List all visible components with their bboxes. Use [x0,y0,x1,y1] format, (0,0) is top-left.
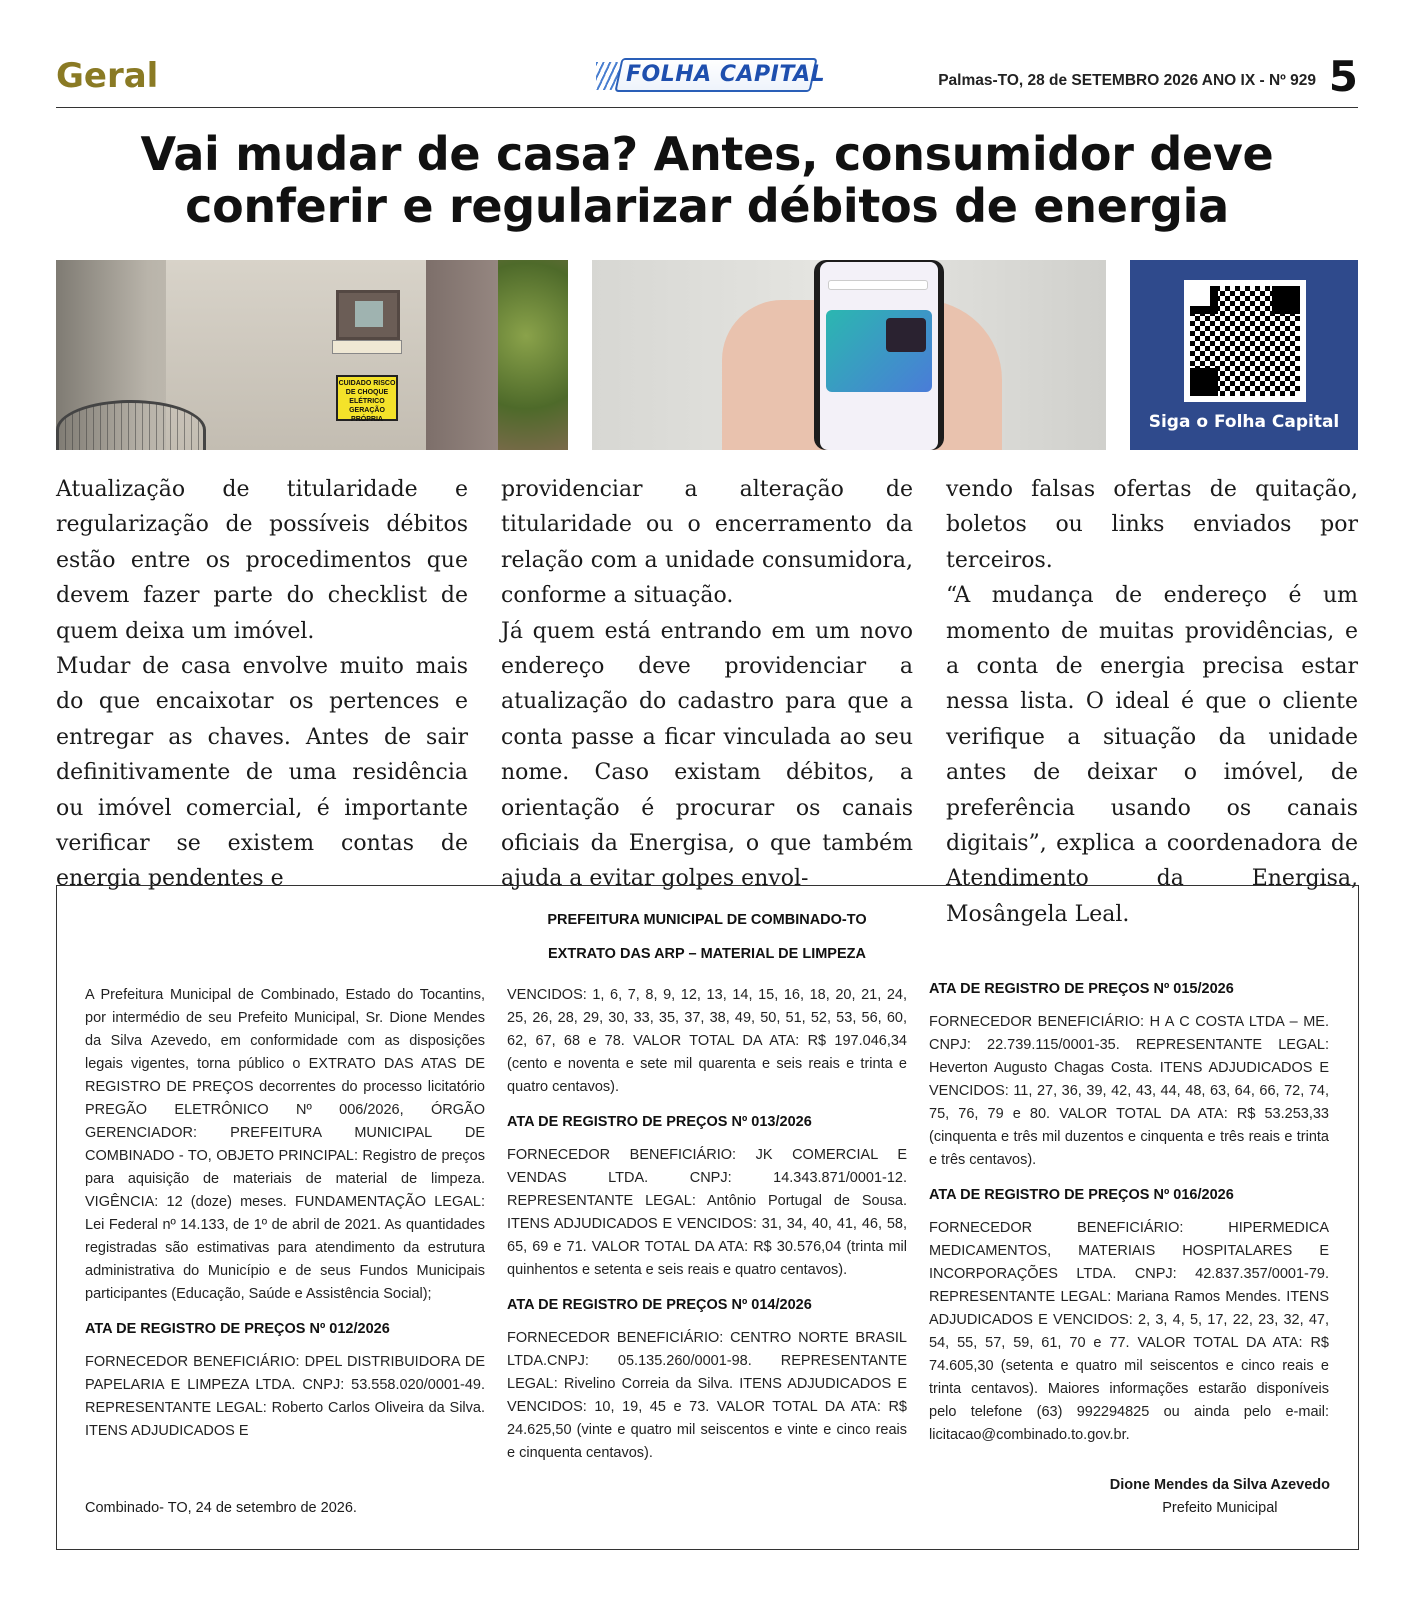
logo-text: FOLHA CAPITAL [626,62,826,87]
legal-notice [56,885,1359,1550]
smartphone-app-photo [592,260,1106,450]
headline-line-1: Vai mudar de casa? Antes, consumidor deve [140,127,1274,181]
electric-meter-icon [336,290,400,340]
notice-date: Combinado- TO, 24 de setembro de 2026. [85,1500,357,1516]
notice-column-2 [507,984,907,1465]
signature-block [1110,1474,1330,1520]
headline [56,128,1358,232]
notice-subtitle: EXTRATO DAS ARP – MATERIAL DE LIMPEZA [548,946,866,962]
notice-intro: A Prefeitura Municipal de Combinado, Estado do Tocantins, por intermédio de seu Prefeito Municipal, Sr. Dione Mendes da Silva Azevedo, em conformidade com as disposições legais vigentes, torna público o EXTRATO DAS ATAS DE REGISTRO DE PREÇOS decorrentes do processo licitatório PREGÃO ELETRÔNICO Nº 006/2026, ÓRGÃO GERENCIADOR: PREFEITURA MUNICIPAL DE COMBINADO - TO, OBJETO PRINCIPAL: Registro de preços para aquisição de materiais de material de limpeza. VIGÊNCIA: 12 (doze) meses. FUNDAMENTAÇÃO LEGAL: Lei Federal nº 14.133, de 1º de abril de 2021. As quantidades registradas são estimativas para atendimento da estrutura administrativa do Município e de seus Fundos Municipais participantes (Educação, Saúde e Assistência Social); [85,987,485,1302]
signer-name: Dione Mendes da Silva Azevedo [1109,1477,1330,1493]
article-column-2: providenciar a alteração de titularidade ou o encerramento da relação com a unidade consumidora, conforme a situação. Já quem está entrando em um novo endereço deve providenciar a atualização do cadastro para que a conta passe a ficar vinculada ao seu nome. Caso existam débitos, a orientação é procurar os canais oficiais da Energisa, o que também ajuda a evitar golpes envol- [501,477,913,892]
ata-013-text: FORNECEDOR BENEFICIÁRIO: JK COMERCIAL E VENDAS LTDA. CNPJ: 14.343.871/0001-12. REPRESENTANTE LEGAL: Antônio Portugal de Sousa. ITENS ADJUDICADOS E VENCIDOS: 31, 34, 40, 41, 46, 58, 65, 69 e 71. VALOR TOTAL DA ATA: R$ 30.576,04 (trinta mil quinhentos e setenta e seis reais e quatro centavos). [507,1147,907,1278]
qr-code-icon[interactable] [1184,280,1306,402]
page-header [56,52,1358,108]
ata-012-text: FORNECEDOR BENEFICIÁRIO: DPEL DISTRIBUIDORA DE PAPELARIA E LIMPEZA LTDA. CNPJ: 53.558.020/0001-49. REPRESENTANTE LEGAL: Roberto Carlos Oliveira da Silva. ITENS ADJUDICADOS E [85,1354,485,1439]
ata-014-title: ATA DE REGISTRO DE PREÇOS Nº 014/2026 [507,1297,812,1313]
ata-012-title: ATA DE REGISTRO DE PREÇOS Nº 012/2026 [85,1321,390,1337]
signer-role: Prefeito Municipal [1162,1500,1278,1516]
notice-column-1 [85,984,485,1443]
warning-sign: CUIDADO RISCO DE CHOQUE ELÉTRICO GERAÇÃO PRÓPRIA [336,375,398,421]
newspaper-logo[interactable] [596,56,826,94]
ata-015-title: ATA DE REGISTRO DE PREÇOS Nº 015/2026 [929,981,1234,997]
article-column-3: vendo falsas ofertas de quitação, boletos ou links enviados por terceiros. “A mudança de endereço é um momento de muitas providências, e a conta de energia precisa estar nessa lista. O ideal é que o cliente verifique a situação da unidade antes de deixar o imóvel, de preferência usando os canais digitais”, explica a coordenadora de Atendimento da Energisa, Mosângela Leal. [946,477,1358,927]
article-column-1: Atualização de titularidade e regularização de possíveis débitos estão entre os procedimentos que devem fazer parte do checklist de quem deixa um imóvel. Mudar de casa envolve muito mais do que encaixotar os pertences e entregar as chaves. Antes de sair definitivamente de uma residência ou imóvel comercial, é importante verificar se existem contas de energia pendentes e [56,477,468,892]
edition-line: Palmas-TO, 28 de SETEMBRO 2026 ANO IX - Nº 929 [938,72,1316,89]
page-number: 5 [1328,52,1358,101]
energy-meter-photo [56,260,568,450]
headline-line-2: conferir e regularizar débitos de energia [185,179,1229,233]
ata-015-text: FORNECEDOR BENEFICIÁRIO: H A C COSTA LTDA – ME. CNPJ: 22.739.115/0001-35. REPRESENTANTE LEGAL: Heverton Augusto Chagas Costa. ITENS ADJUDICADOS E VENCIDOS: 11, 27, 36, 39, 42, 43, 44, 48, 63, 64, 66, 72, 74, 75, 76, 79 e 80. VALOR TOTAL DA ATA: R$ 53.253,33 (cinquenta e três mil duzentos e cinquenta e três reais e trinta e três centavos). [929,1014,1329,1168]
ata-013-title: ATA DE REGISTRO DE PREÇOS Nº 013/2026 [507,1114,812,1130]
qr-follow-box[interactable] [1130,260,1358,450]
ata-014-text: FORNECEDOR BENEFICIÁRIO: CENTRO NORTE BRASIL LTDA.CNPJ: 05.135.260/0001-98. REPRESENTANTE LEGAL: Rivelino Correia da Silva. ITENS ADJUDICADOS E VENCIDOS: 10, 19, 45 e 73. VALOR TOTAL DA ATA: R$ 24.625,50 (vinte e quatro mil seiscentos e vinte e cinco reais e cinquenta centavos). [507,1330,907,1461]
ata-012-text-continued: VENCIDOS: 1, 6, 7, 8, 9, 12, 13, 14, 15, 16, 18, 20, 21, 24, 25, 26, 28, 29, 30, 33, 35, 37, 38, 49, 50, 51, 52, 53, 56, 60, 62, 67, 68 e 78. VALOR TOTAL DA ATA: R$ 197.046,34 (cento e noventa e sete mil quarenta e seis reais e trinta e quatro centavos). [507,987,907,1095]
section-name: Geral [56,56,159,96]
ata-016-text: FORNECEDOR BENEFICIÁRIO: HIPERMEDICA MEDICAMENTOS, MATERIAIS HOSPITALARES E INCORPORAÇÕES LTDA. CNPJ: 42.837.357/0001-79. REPRESENTANTE LEGAL: Mariana Ramos Mendes. ITENS ADJUDICADOS E VENCIDOS: 2, 3, 4, 5, 17, 22, 23, 32, 47, 54, 55, 57, 59, 61, 70 e 77. VALOR TOTAL DA ATA: R$ 74.605,30 (setenta e quatro mil seiscentos e cinco reais e trinta centavos). Maiores informações estarão disponíveis pelo telefone (63) 992294825 ou ainda pelo e-mail: licitacao@combinado.to.gov.br. [929,1220,1329,1443]
qr-label: Siga o Folha Capital [1148,412,1340,432]
ata-016-title: ATA DE REGISTRO DE PREÇOS Nº 016/2026 [929,1187,1234,1203]
notice-column-3 [929,978,1329,1447]
notice-title: PREFEITURA MUNICIPAL DE COMBINADO-TO [547,912,867,928]
